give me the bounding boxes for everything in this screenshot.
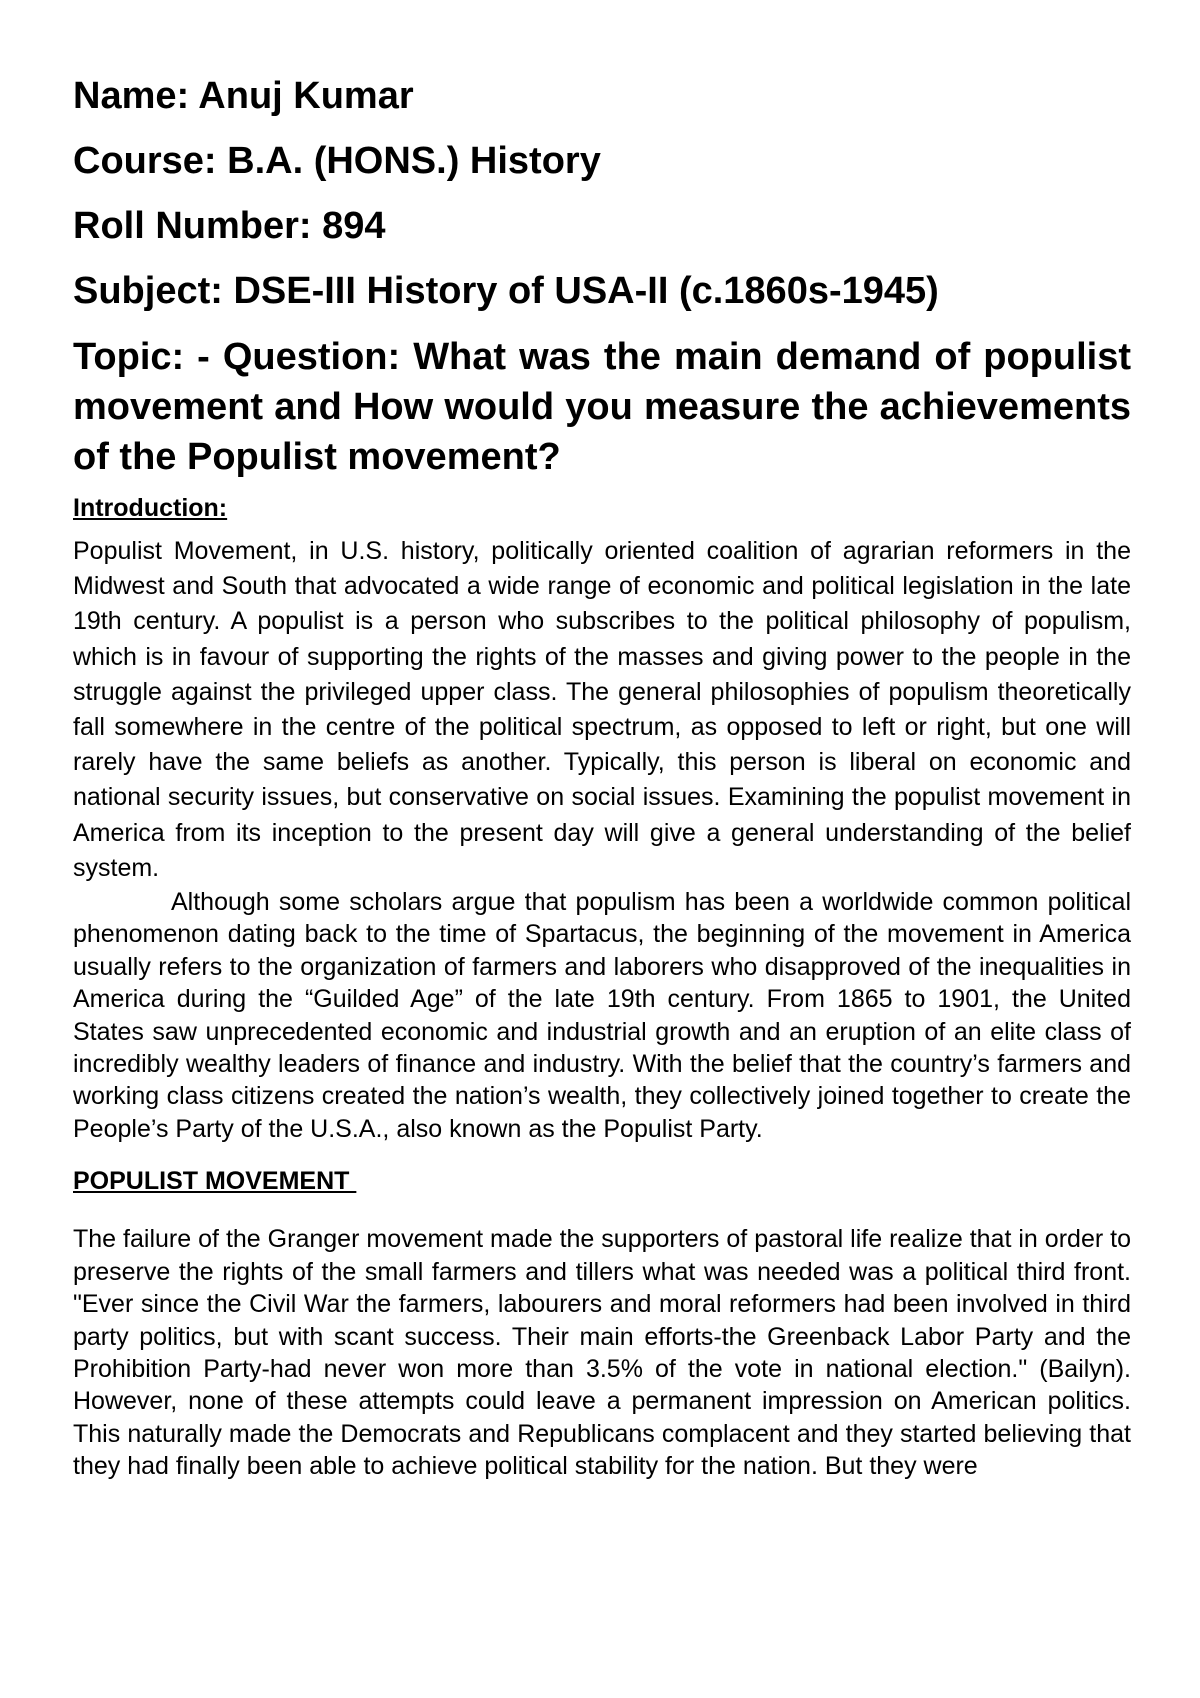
populist-movement-heading: POPULIST MOVEMENT [73, 1167, 357, 1196]
introduction-paragraph-1: Populist Movement, in U.S. history, politically oriented coalition of agrarian reformers in the Midwest and South that advocated a wide range of economic and political legislation in the late 19th century. A populist is a person who subscribes to the political philosophy of populism, which is in favour of supporting the rights of the masses and giving power to the people in the struggle against the privileged upper class. The general philosophies of populism theoretically fall somewhere in the centre of the political spectrum, as opposed to left or right, but one will rarely have the same beliefs as another. Typically, this person is liberal on economic and national security issues, but conservative on social issues. Examining the populist movement in America from its inception to the present day will give a general understanding of the belief system. [73, 537, 1131, 882]
introduction-heading: Introduction: [73, 494, 228, 522]
introduction-paragraph-2: Although some scholars argue that populism has been a worldwide common political phenomenon dating back to the time of Spartacus, the beginning of the movement in America usually refers to the organization of farmers and laborers who disapproved of the inequalities in America during the “Guilded Age” of the late 19th century. From 1865 to 1901, the United States saw unprecedented economic and industrial growth and an eruption of an elite class of incredibly wealthy leaders of finance and industry. With the belief that the country’s farmers and working class citizens created the nation’s wealth, they collectively joined together to create the People’s Party of the U.S.A., also known as the Populist Party. [73, 888, 1131, 1143]
student-name: Name: Anuj Kumar [73, 75, 414, 117]
document-body [73, 72, 1131, 1483]
roll-number-line: Roll Number: 894 [73, 205, 386, 247]
subject-line: Subject: DSE-III History of USA-II (c.1860s-1945) [73, 270, 939, 312]
topic-question: Topic: - Question: What was the main demand of populist movement and How would you measure the achievements of the Populist movement? [73, 336, 1131, 478]
course-line: Course: B.A. (HONS.) History [73, 140, 601, 182]
populist-movement-paragraph: The failure of the Granger movement made the supporters of pastoral life realize that in order to preserve the rights of the small farmers and tillers what was needed was a political third front. "Ever since the Civil War the farmers, labourers and moral reformers had been involved in third party politics, but with scant success. Their main efforts-the Greenback Labor Party and the Prohibition Party-had never won more than 3.5% of the vote in national election." (Bailyn). However, none of these attempts could leave a permanent impression on American politics. This naturally made the Democrats and Republicans complacent and they started believing that they had finally been able to achieve political stability for the nation. But they were [73, 1225, 1131, 1481]
